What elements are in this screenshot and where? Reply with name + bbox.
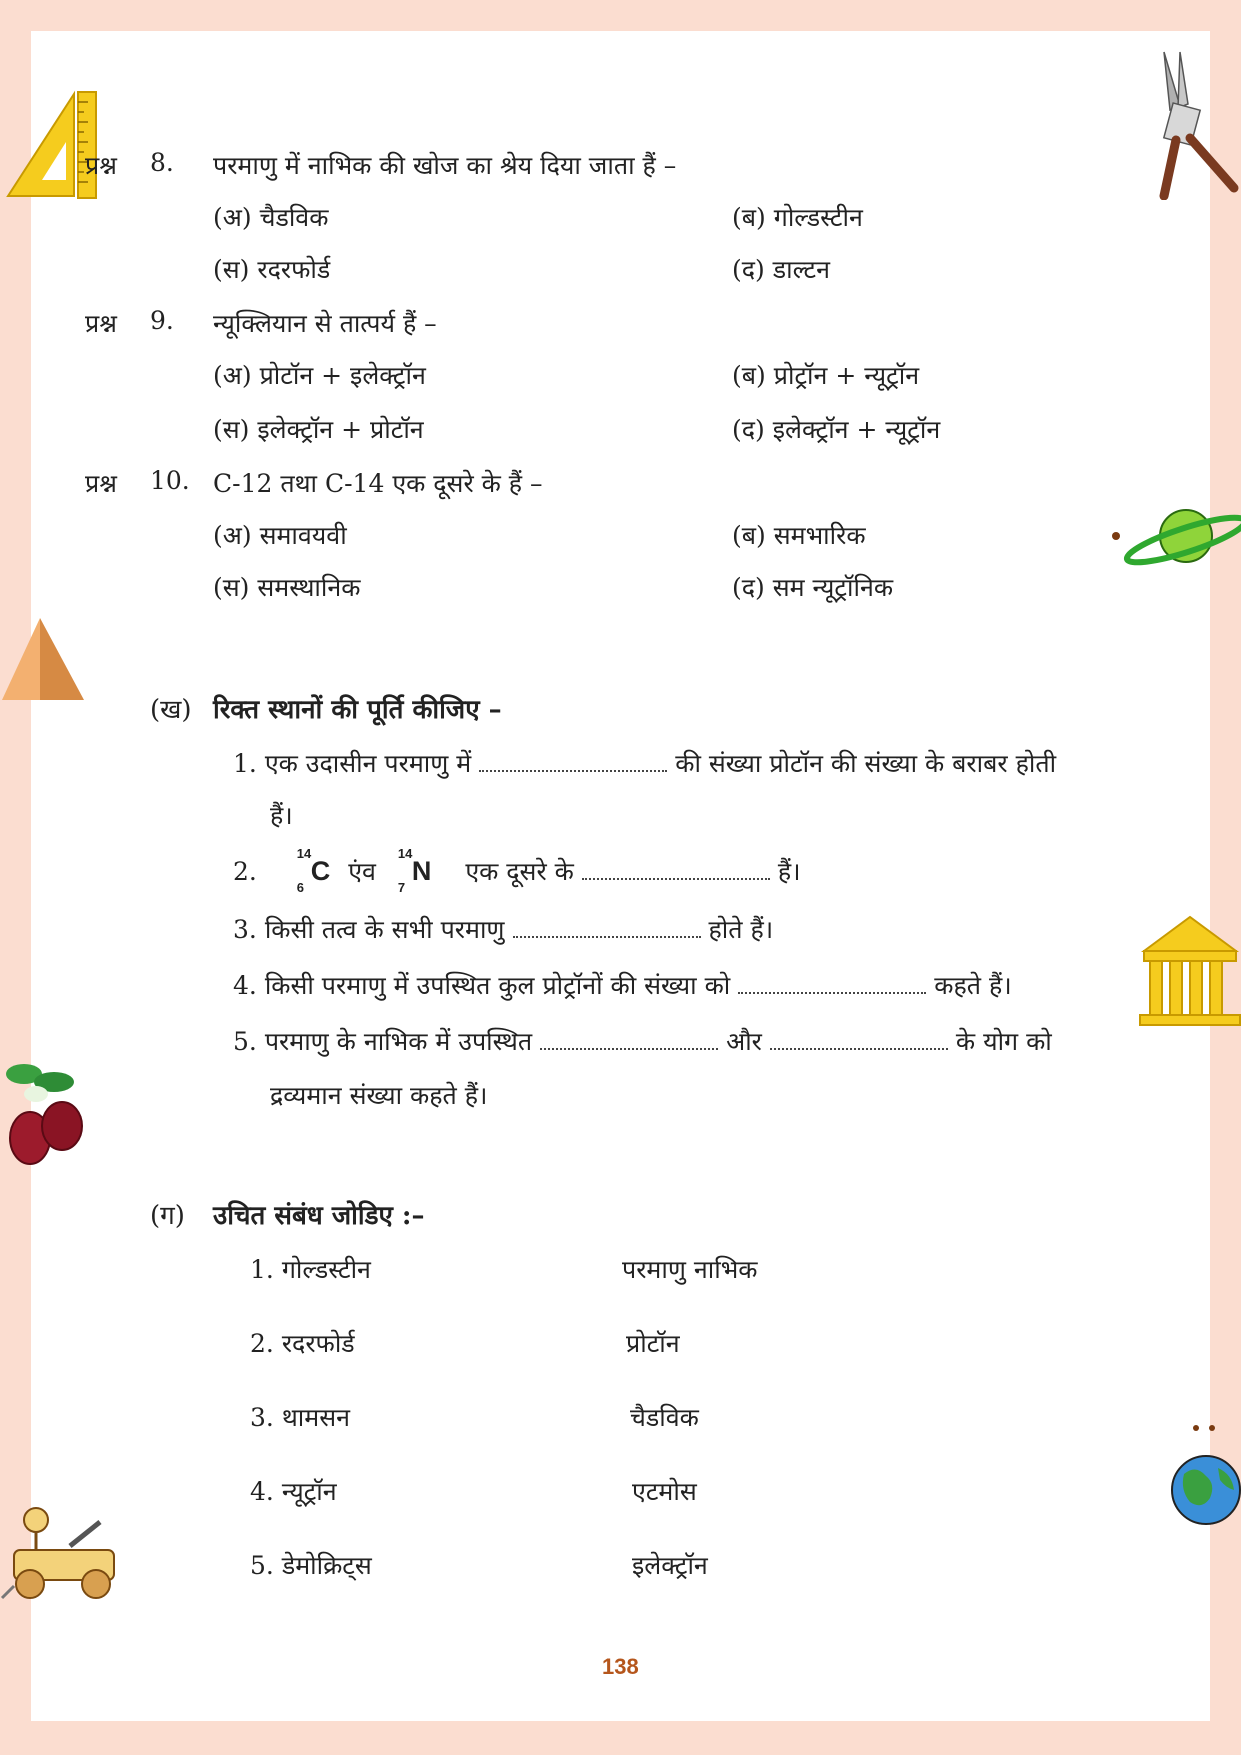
match-row-5-left: 5. डेमोक्रिट्स: [250, 1551, 372, 1580]
match-row-2-left: 2. रदरफोर्ड: [250, 1329, 355, 1358]
question-9-label: प्रश्न: [85, 309, 117, 338]
fill-item-2: 2. 14 6 C एंव 14 7 N एक दूसरे के हैं।: [233, 846, 801, 895]
fill-item-1-continuation: हैं।: [270, 801, 293, 830]
question-9-option-c: (स) इलेक्ट्रॉन + प्रोटॉन: [213, 415, 424, 444]
set-square-ruler-icon: [4, 88, 102, 200]
match-row-4-left: 4. न्यूट्रॉन: [250, 1477, 337, 1506]
question-9-option-a: (अ) प्रोटॉन + इलेक्ट्रॉन: [213, 361, 426, 390]
nitrogen-14-nuclide: 14 7 N: [397, 846, 432, 895]
fill-item-4: 4. किसी परमाणु में उपस्थित कुल प्रोट्रॉनों की संख्या को कहते हैं।: [233, 971, 1012, 1000]
question-10-number: 10.: [150, 466, 190, 495]
question-10-option-a: (अ) समावयवी: [213, 521, 347, 550]
question-10-option-d: (द) सम न्यूट्रॉनिक: [732, 573, 894, 602]
globe-earth-icon: [1166, 1424, 1241, 1530]
question-9-number: 9.: [150, 306, 174, 335]
blank-2: [582, 860, 770, 880]
question-9-option-d: (द) इलेक्ट्रॉन + न्यूट्रॉन: [732, 415, 941, 444]
question-10-option-b: (ब) समभारिक: [732, 521, 866, 550]
match-row-3-right: चैडविक: [630, 1403, 699, 1432]
blank-4: [738, 974, 926, 994]
pliers-tool-icon: [1150, 48, 1241, 200]
beans-plant-icon: [2, 1058, 88, 1166]
match-row-1-right: परमाणु नाभिक: [622, 1255, 758, 1284]
fill-item-5-continuation: द्रव्यमान संख्या कहते हैं।: [270, 1081, 488, 1110]
blank-1: [479, 752, 667, 772]
question-8-option-b: (ब) गोल्डस्टीन: [732, 203, 863, 232]
question-9-option-b: (ब) प्रोट्रॉन + न्यूट्रॉन: [732, 361, 920, 390]
question-8-option-c: (स) रदरफोर्ड: [213, 255, 331, 284]
planet-saturn-icon: [1108, 500, 1241, 572]
question-8-option-d: (द) डाल्टन: [732, 255, 830, 284]
fill-section-heading: रिक्त स्थानों की पूर्ति कीजिए –: [213, 695, 502, 725]
fill-section-marker: (ख): [150, 695, 192, 725]
blank-5a: [540, 1030, 718, 1050]
question-8-option-a: (अ) चैडविक: [213, 203, 329, 232]
fill-item-1: 1. एक उदासीन परमाणु में की संख्या प्रोटॉन की संख्या के बराबर होती: [233, 749, 1057, 778]
blank-3: [513, 918, 701, 938]
question-10-label: प्रश्न: [85, 469, 117, 498]
match-row-3-left: 3. थामसन: [250, 1403, 350, 1432]
match-section-heading: उचित संबंध जोडिए :–: [213, 1201, 425, 1231]
match-row-1-left: 1. गोल्डस्टीन: [250, 1255, 371, 1284]
fill-item-3: 3. किसी तत्व के सभी परमाणु होते हैं।: [233, 915, 774, 944]
question-9-text: न्यूक्लियान से तात्पर्य हैं –: [213, 309, 437, 338]
question-10-option-c: (स) समस्थानिक: [213, 573, 361, 602]
blank-5b: [770, 1030, 948, 1050]
match-row-2-right: प्रोटॉन: [626, 1329, 680, 1358]
page-number: 138: [602, 1654, 639, 1679]
greek-temple-icon: [1138, 913, 1241, 1027]
fill-item-5: 5. परमाणु के नाभिक में उपस्थित और के योग को: [233, 1027, 1052, 1056]
carbon-14-nuclide: 14 6 C: [296, 846, 331, 895]
match-row-5-right: इलेक्ट्रॉन: [632, 1551, 708, 1580]
question-8-number: 8.: [150, 148, 174, 177]
match-section-marker: (ग): [150, 1201, 185, 1231]
telescope-cart-icon: [0, 1502, 126, 1602]
pyramid-icon: [0, 614, 88, 704]
question-8-label: प्रश्न: [85, 151, 117, 180]
question-10-text: C-12 तथा C-14 एक दूसरे के हैं –: [213, 469, 543, 498]
match-row-4-right: एटमोस: [632, 1477, 697, 1506]
question-8-text: परमाणु में नाभिक की खोज का श्रेय दिया जाता हैं –: [213, 151, 677, 180]
